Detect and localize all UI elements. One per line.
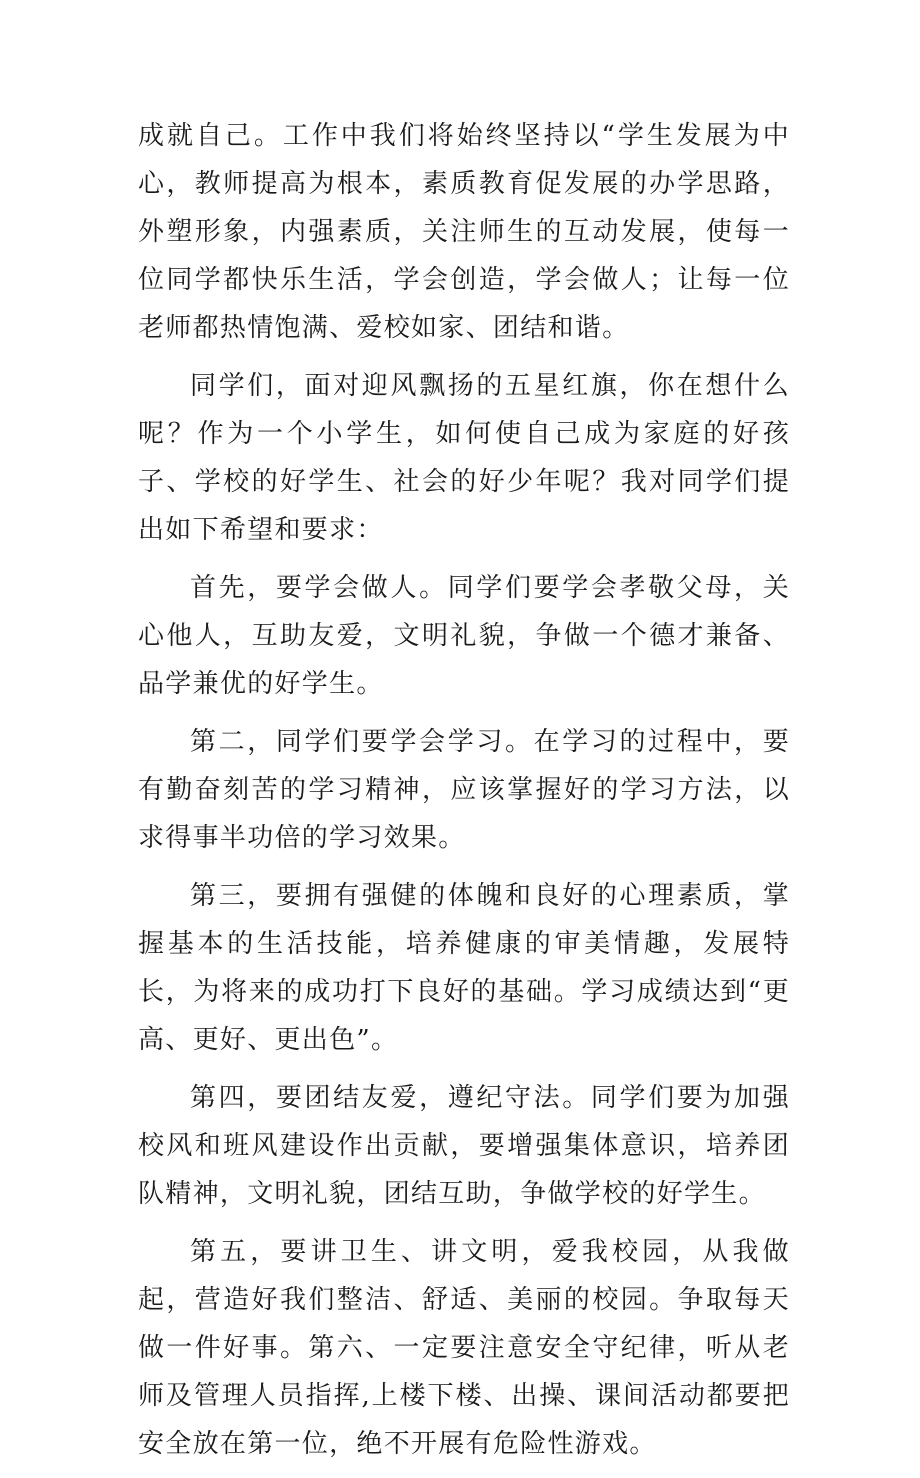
paragraph-fourth: 第四，要团结友爱，遵纪守法。同学们要为加强校风和班风建设作出贡献，要增强集体意识，培养团队精神，文明礼貌，团结互助，争做学校的好学生。: [138, 1083, 790, 1209]
paragraph-first: 首先，要学会做人。同学们要学会孝敬父母，关心他人，互助友爱，文明礼貌，争做一个德才兼备、品学兼优的好学生。: [138, 573, 790, 699]
paragraph-third: 第三，要拥有强健的体魄和良好的心理素质，掌握基本的生活技能，培养健康的审美情趣，发展特长，为将来的成功打下良好的基础。学习成绩达到“更高、更好、更出色”。: [138, 881, 790, 1055]
paragraph-question: 同学们，面对迎风飘扬的五星红旗，你在想什么呢？作为一个小学生，如何使自己成为家庭的好孩子、学校的好学生、社会的好少年呢？我对同学们提出如下希望和要求：: [138, 371, 790, 545]
document-body: [138, 112, 790, 1478]
paragraph-second: 第二，同学们要学会学习。在学习的过程中，要有勤奋刻苦的学习精神，应该掌握好的学习方法，以求得事半功倍的学习效果。: [138, 727, 790, 853]
paragraph-fifth: 第五，要讲卫生、讲文明，爱我校园，从我做起，营造好我们整洁、舒适、美丽的校园。争取每天做一件好事。第六、一定要注意安全守纪律，听从老师及管理人员指挥,上楼下楼、出操、课间活动都要把安全放在第一位，绝不开展有危险性游戏。: [138, 1237, 790, 1459]
paragraph-continuation: 成就自己。工作中我们将始终坚持以“学生发展为中心，教师提高为根本，素质教育促发展的办学思路，外塑形象，内强素质，关注师生的互动发展，使每一位同学都快乐生活，学会创造，学会做人；让每一位老师都热情饱满、爱校如家、团结和谐。: [138, 121, 790, 343]
